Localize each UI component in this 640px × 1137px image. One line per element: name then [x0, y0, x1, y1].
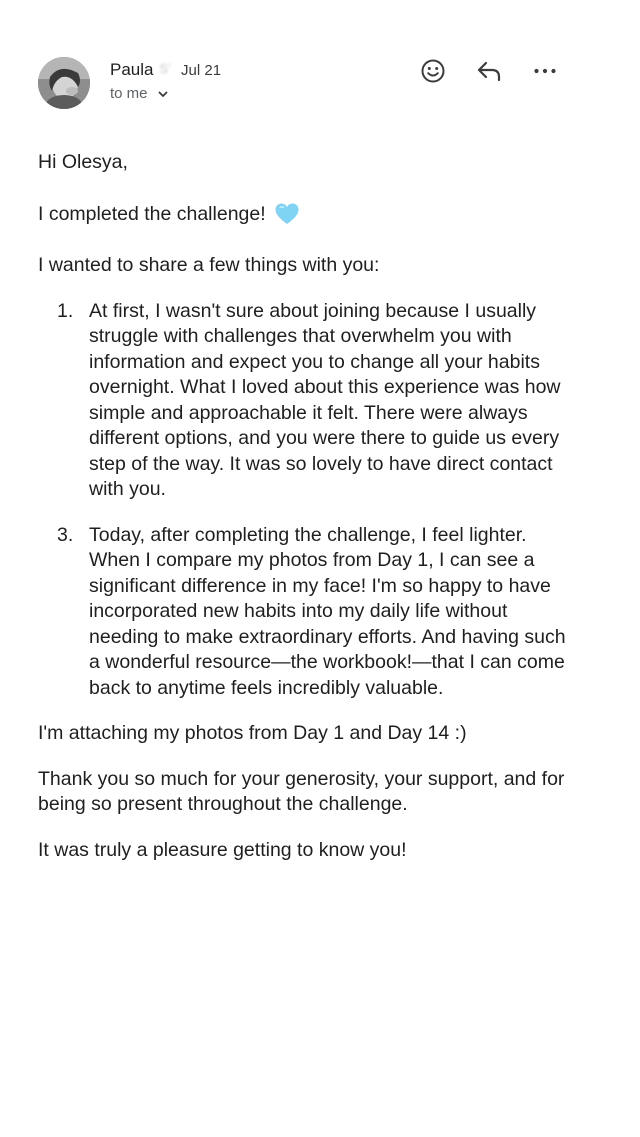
closing-line: It was truly a pleasure getting to know you!	[38, 838, 407, 861]
list-text: At first, I wasn't sure about joining because I usually struggle with challenges that overwhelm you with information and expect you to change all your habits overnight. What I loved about this experience was how simple and approachable it felt. There were always different options, and you were there to guide us every step of the way. It was so lovely to have direct contact with you.	[89, 299, 561, 500]
sender-name: Paula	[110, 60, 154, 79]
reply-arrow-icon	[475, 58, 503, 89]
chevron-down-icon	[157, 88, 169, 100]
list-number: 3.	[57, 523, 74, 546]
attaching-line: I'm attaching my photos from Day 1 and Day 14 :)	[38, 722, 467, 744]
light-blue-heart-emoji	[274, 202, 300, 226]
reply-button[interactable]	[474, 58, 504, 88]
sender-avatar[interactable]	[38, 57, 90, 109]
completed-line	[38, 202, 578, 228]
recipient-label: to me	[110, 85, 148, 102]
list-number: 1.	[57, 299, 74, 322]
more-options-button[interactable]	[530, 58, 560, 88]
list-item	[38, 523, 578, 702]
sender-name-redacted: S’	[159, 61, 172, 76]
email-header	[0, 0, 640, 130]
share-intro: I wanted to share a few things with you:	[38, 254, 380, 276]
list-item	[38, 299, 578, 503]
list-text: Today, after completing the challenge, I feel lighter. When I compare my photos from Day 1, I can see a significant difference in my face! I'm so happy to have incorporated new habits into my daily life without needing to make extraordinary efforts. And having such a wonderful resource—the workbook!—that I can come back to anytime feels incredibly valuable.	[89, 523, 566, 699]
more-dots-icon	[532, 58, 558, 89]
recipient-toggle[interactable]	[110, 85, 169, 102]
add-reaction-button[interactable]	[418, 58, 448, 88]
completed-text: I completed the challenge!	[38, 202, 266, 225]
email-body	[38, 150, 578, 863]
sender-line[interactable]	[110, 60, 221, 80]
email-actions	[418, 58, 560, 88]
email-date: Jul 21	[181, 62, 222, 79]
thanks-paragraph: Thank you so much for your generosity, your support, and for being so present throughout the challenge.	[38, 767, 565, 815]
smiley-icon	[420, 58, 446, 89]
greeting: Hi Olesya,	[38, 151, 128, 173]
